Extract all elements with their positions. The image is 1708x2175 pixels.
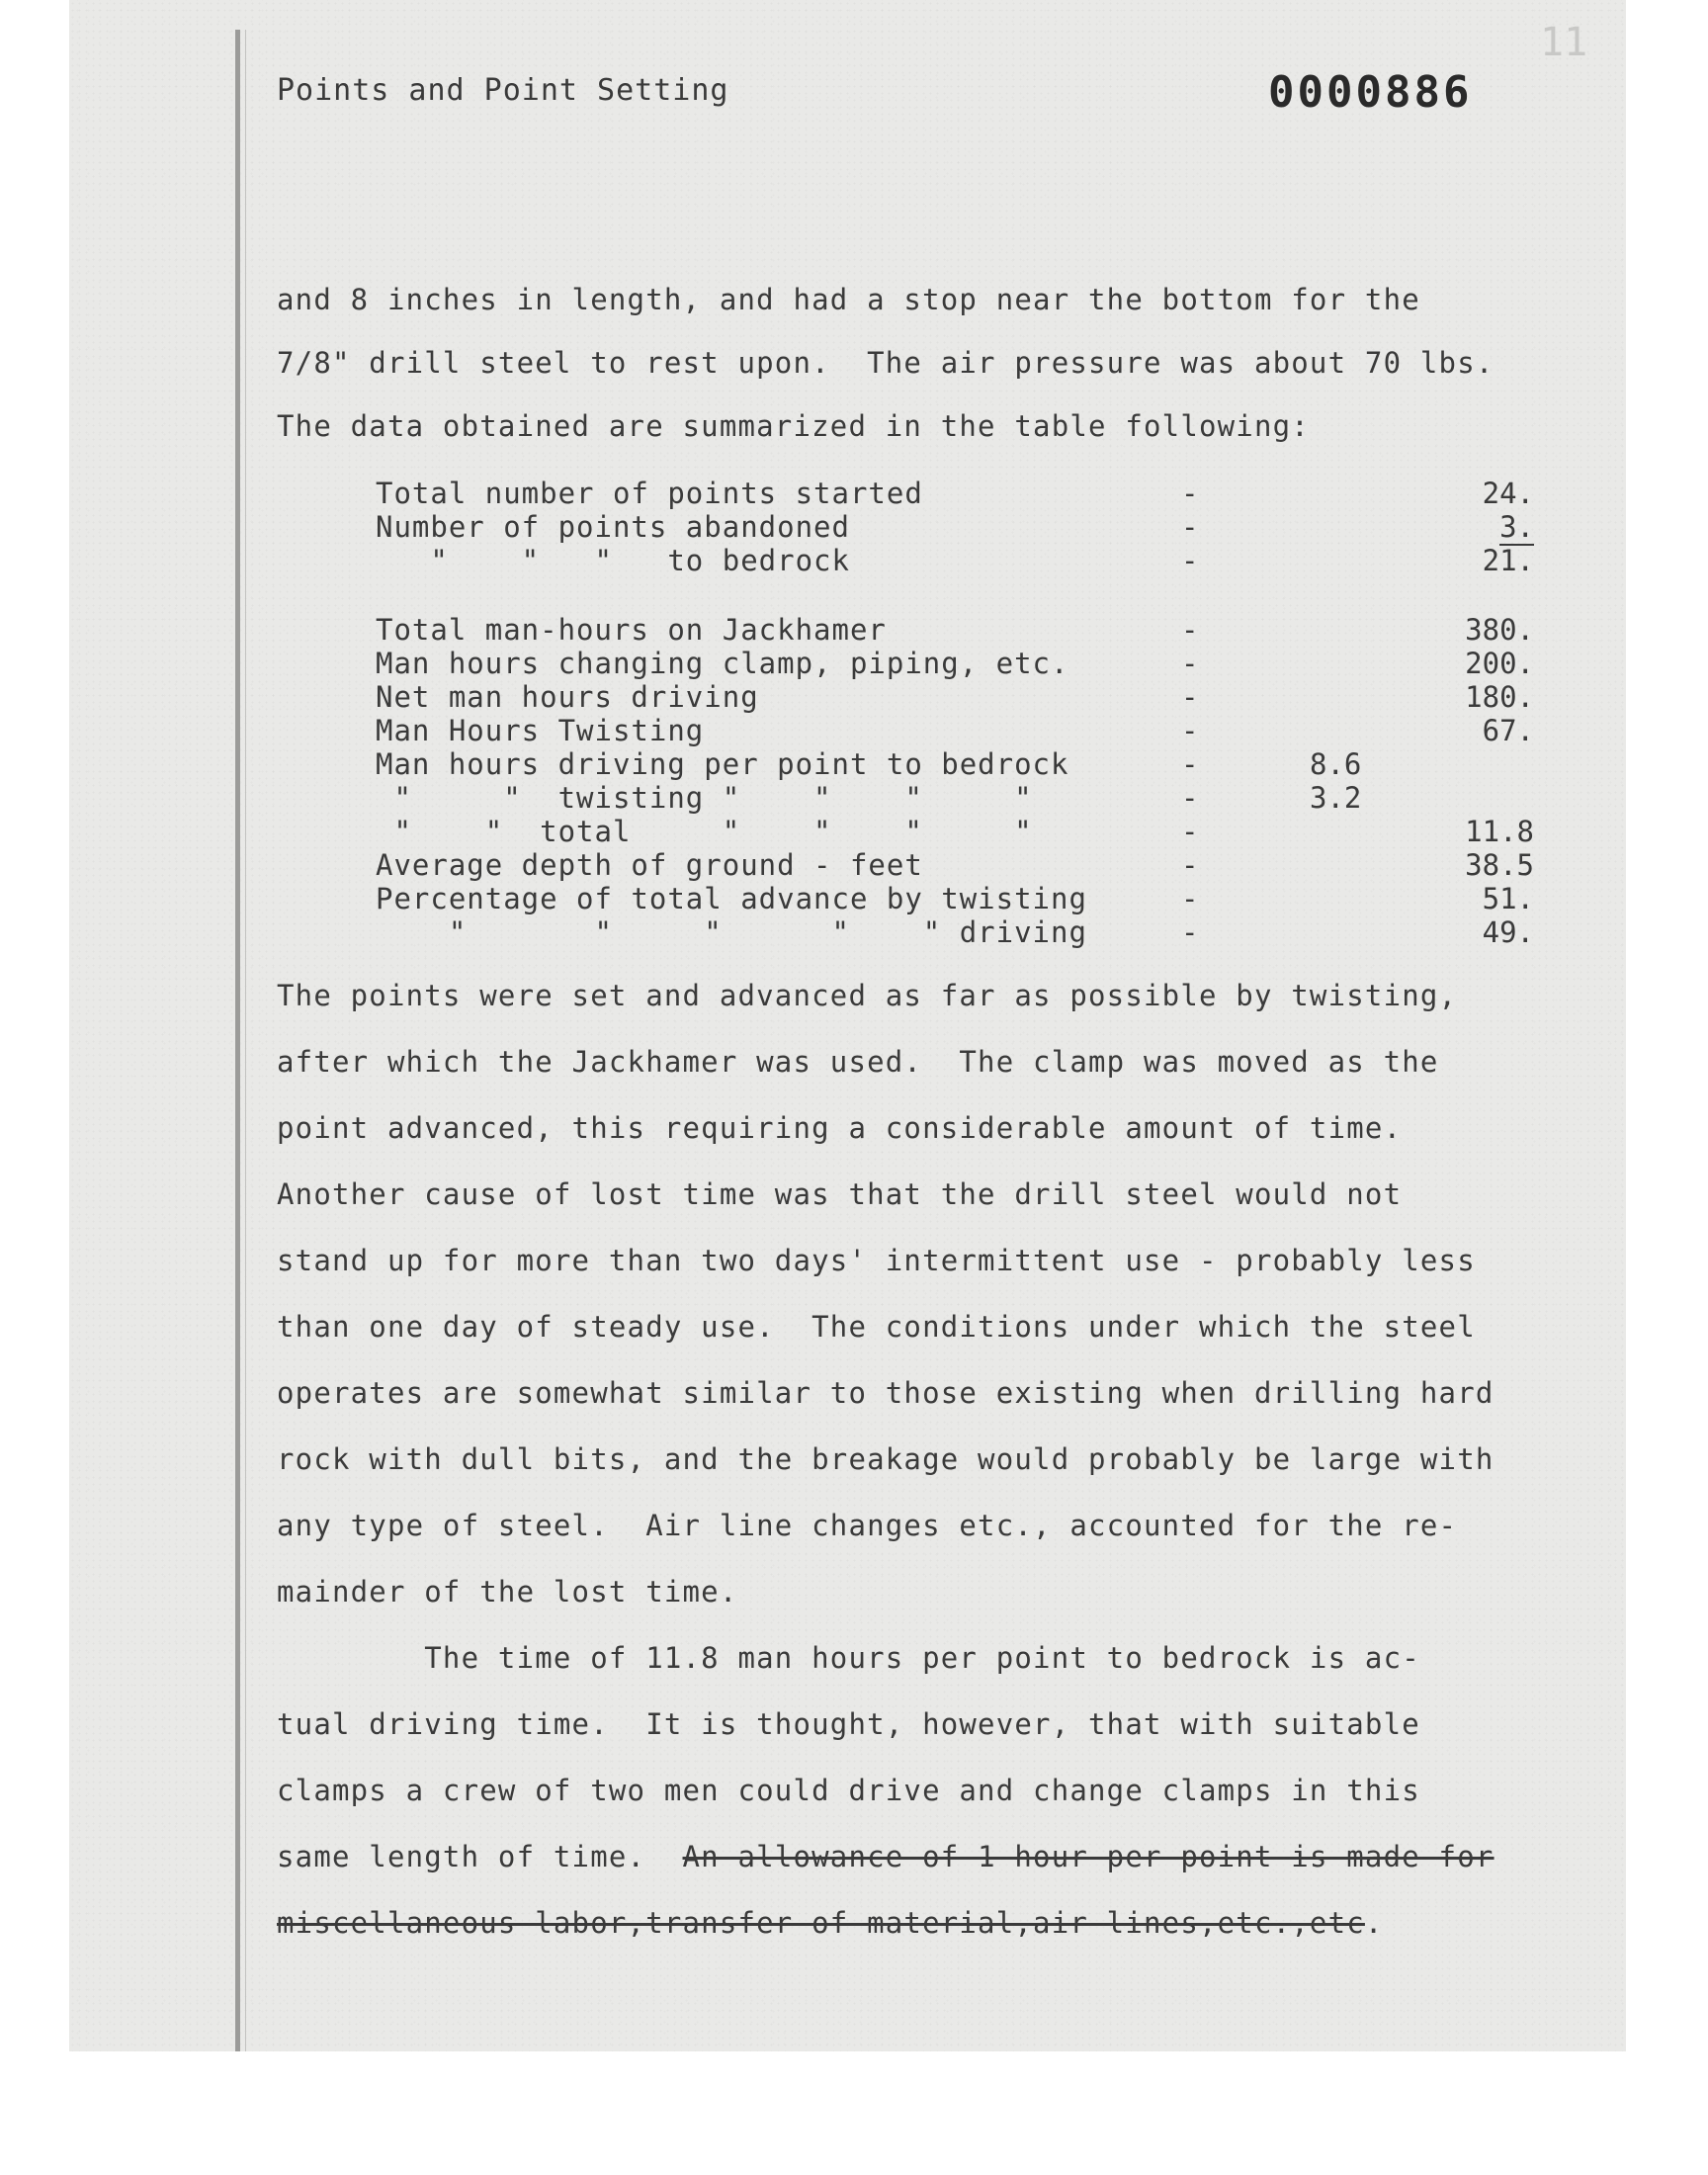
row-subvalue: 3.2 — [1310, 781, 1362, 815]
body-line: point advanced, this requiring a considerable amount of time. — [277, 1111, 1403, 1145]
row-label: " " twisting " " " " — [376, 781, 1033, 815]
row-label: " " " to bedrock — [376, 544, 850, 577]
body-line: Another cause of lost time was that the drill steel would not — [277, 1177, 1403, 1211]
row-value: 180. — [1465, 680, 1534, 714]
body-line: operates are somewhat similar to those existing when drilling hard — [277, 1376, 1494, 1410]
body-line: stand up for more than two days' intermittent use - probably less — [277, 1244, 1476, 1277]
margin-rule — [235, 30, 240, 2051]
row-dash: - — [1181, 477, 1199, 510]
row-value: 200. — [1465, 647, 1534, 680]
row-label: Man hours changing clamp, piping, etc. — [376, 647, 1069, 680]
intro-line-1: and 8 inches in length, and had a stop near the bottom for the — [277, 283, 1420, 316]
row-dash: - — [1181, 544, 1199, 577]
row-dash: - — [1181, 915, 1199, 949]
row-value: 49. — [1482, 915, 1534, 949]
final-line-plain: same length of time. — [277, 1840, 683, 1873]
row-value — [1396, 510, 1534, 544]
row-subvalue: 8.6 — [1310, 747, 1362, 781]
row-value: 21. — [1482, 544, 1534, 577]
row-value: 67. — [1482, 714, 1534, 747]
body-line: mainder of the lost time. — [277, 1575, 738, 1609]
final-line — [277, 1890, 1384, 1957]
intro-line-3: The data obtained are summarized in the table following: — [277, 409, 1310, 443]
row-label: Man hours driving per point to bedrock — [376, 747, 1069, 781]
final-line: The time of 11.8 man hours per point to bedrock is ac- — [277, 1641, 1420, 1675]
row-dash: - — [1181, 647, 1199, 680]
row-dash: - — [1181, 680, 1199, 714]
body-line: any type of steel. Air line changes etc., accounted for the re- — [277, 1509, 1458, 1542]
final-line — [277, 1824, 1494, 1890]
row-label: Total number of points started — [376, 477, 923, 510]
row-label: " " total " " " " — [376, 815, 1033, 848]
row-value: 24. — [1482, 477, 1534, 510]
row-label: " " " " " driving — [376, 915, 1087, 949]
row-label: Total man-hours on Jackhamer — [376, 613, 887, 647]
page-corner-mark: 11 — [1540, 20, 1588, 65]
body-line: than one day of steady use. The conditions under which the steel — [277, 1310, 1476, 1344]
row-dash: - — [1181, 848, 1199, 882]
row-dash: - — [1181, 613, 1199, 647]
row-value: 51. — [1482, 882, 1534, 915]
struck-text: An allowance of 1 hour per point is made for — [682, 1840, 1494, 1873]
final-line: clamps a crew of two men could drive and change clamps in this — [277, 1774, 1420, 1807]
final-line: tual driving time. It is thought, however, that with suitable — [277, 1707, 1420, 1741]
row-dash: - — [1181, 781, 1199, 815]
body-line: rock with dull bits, and the breakage would probably be large with — [277, 1442, 1494, 1476]
row-value: 380. — [1465, 613, 1534, 647]
row-dash: - — [1181, 714, 1199, 747]
intro-line-2: 7/8" drill steel to rest upon. The air pressure was about 70 lbs. — [277, 346, 1494, 380]
row-value-underlined: 3. — [1499, 510, 1534, 544]
row-value: 38.5 — [1465, 848, 1534, 882]
row-label: Percentage of total advance by twisting — [376, 882, 1087, 915]
row-label: Number of points abandoned — [376, 510, 850, 544]
row-label: Man Hours Twisting — [376, 714, 705, 747]
margin-rule-secondary — [245, 30, 246, 2051]
struck-text: miscellaneous labor,transfer of material,air lines,etc.,etc — [277, 1906, 1365, 1940]
row-dash: - — [1181, 747, 1199, 781]
row-dash: - — [1181, 882, 1199, 915]
final-line-end: . — [1364, 1906, 1384, 1940]
row-label: Net man hours driving — [376, 680, 759, 714]
row-dash: - — [1181, 510, 1199, 544]
row-dash: - — [1181, 815, 1199, 848]
body-line: after which the Jackhamer was used. The clamp was moved as the — [277, 1045, 1439, 1079]
body-line: The points were set and advanced as far as possible by twisting, — [277, 979, 1458, 1012]
page-title: Points and Point Setting — [277, 73, 729, 108]
row-label: Average depth of ground - feet — [376, 848, 923, 882]
document-number: 0000886 — [1268, 67, 1473, 118]
row-value: 11.8 — [1465, 815, 1534, 848]
